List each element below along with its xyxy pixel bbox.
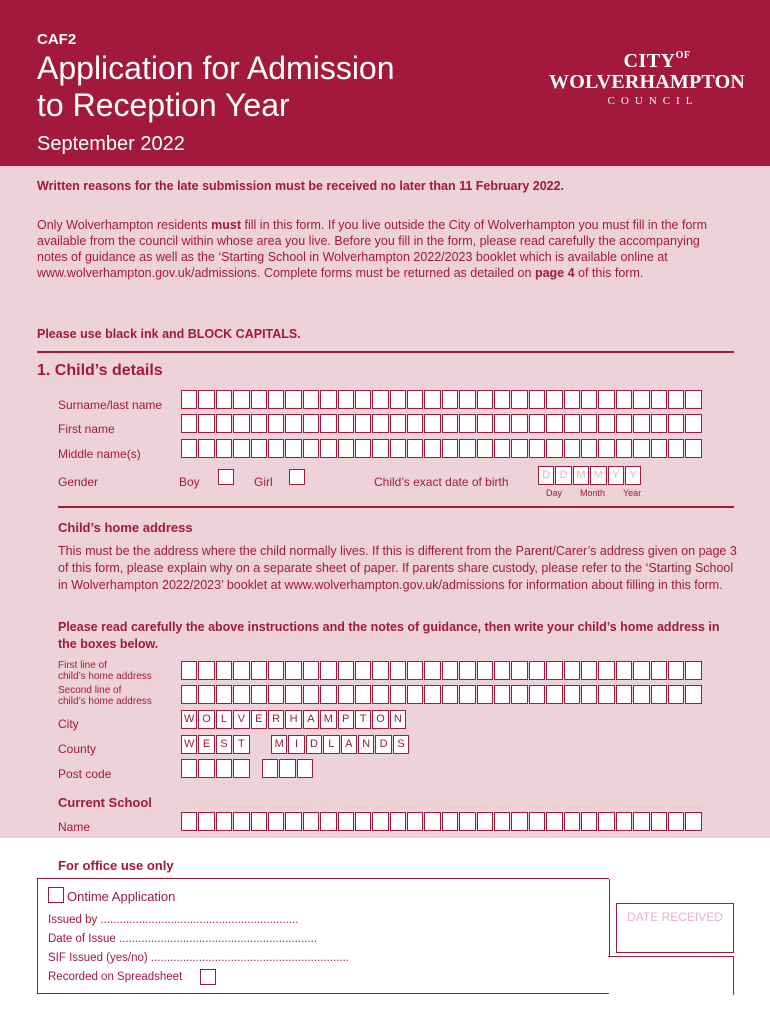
char-box[interactable] xyxy=(320,661,336,680)
char-box[interactable] xyxy=(233,812,249,831)
char-box[interactable] xyxy=(233,685,249,704)
postcode-field-2[interactable] xyxy=(262,759,313,778)
char-box[interactable] xyxy=(320,414,336,433)
char-box[interactable]: D xyxy=(555,466,571,485)
char-box[interactable] xyxy=(581,685,597,704)
middle-name-label: Middle name(s) xyxy=(58,447,141,461)
address-heading: Child’s home address xyxy=(58,520,193,535)
char-box[interactable] xyxy=(651,661,667,680)
address-line2-label-a: Second line of xyxy=(58,685,122,696)
late-notice: Written reasons for the late submission must be received no later than 11 February 2022. xyxy=(37,179,565,193)
surname-field[interactable] xyxy=(181,390,702,409)
char-box[interactable]: M xyxy=(320,710,336,729)
char-box[interactable] xyxy=(198,439,214,458)
char-box[interactable]: H xyxy=(285,710,301,729)
char-box[interactable] xyxy=(546,812,562,831)
char-box[interactable] xyxy=(511,685,527,704)
char-box[interactable] xyxy=(372,439,388,458)
char-box[interactable] xyxy=(355,812,371,831)
char-box[interactable]: P xyxy=(338,710,354,729)
intro-text-end: of this form. xyxy=(578,266,644,280)
day-label: Day xyxy=(546,488,563,498)
logo-of-word: OF xyxy=(675,50,691,61)
char-box[interactable] xyxy=(685,439,701,458)
char-box[interactable] xyxy=(651,390,667,409)
address-divider xyxy=(58,506,734,508)
char-box[interactable] xyxy=(529,812,545,831)
char-box[interactable]: E xyxy=(198,735,214,754)
char-box[interactable] xyxy=(598,812,614,831)
char-box[interactable] xyxy=(581,661,597,680)
char-box[interactable]: V xyxy=(233,710,249,729)
char-box[interactable] xyxy=(407,685,423,704)
date-of-issue-line: Date of Issue .............................................................. xyxy=(48,933,318,945)
char-box[interactable] xyxy=(355,414,371,433)
girl-label: Girl xyxy=(254,475,273,489)
current-school-heading: Current School xyxy=(58,795,152,810)
char-box[interactable] xyxy=(268,812,284,831)
char-box[interactable] xyxy=(511,812,527,831)
char-box[interactable] xyxy=(529,414,545,433)
char-box[interactable]: M xyxy=(271,735,287,754)
char-box[interactable] xyxy=(598,685,614,704)
char-box[interactable] xyxy=(355,661,371,680)
char-box[interactable] xyxy=(494,439,510,458)
char-box[interactable] xyxy=(303,390,319,409)
char-box[interactable] xyxy=(651,685,667,704)
char-box[interactable] xyxy=(598,661,614,680)
char-box[interactable] xyxy=(598,390,614,409)
char-box[interactable] xyxy=(459,439,475,458)
char-box[interactable] xyxy=(494,685,510,704)
char-box[interactable] xyxy=(598,414,614,433)
title-line-2: to Reception Year xyxy=(37,87,290,123)
char-box[interactable] xyxy=(511,390,527,409)
char-box[interactable] xyxy=(407,661,423,680)
char-box[interactable] xyxy=(320,812,336,831)
char-box[interactable] xyxy=(251,812,267,831)
recorded-checkbox[interactable] xyxy=(200,969,216,985)
logo-name: WOLVERHAMPTON xyxy=(549,71,745,93)
char-box[interactable] xyxy=(442,661,458,680)
char-box[interactable]: O xyxy=(372,710,388,729)
char-box[interactable] xyxy=(529,661,545,680)
char-box[interactable] xyxy=(564,414,580,433)
char-box[interactable] xyxy=(685,661,701,680)
char-box[interactable] xyxy=(494,661,510,680)
address-line1-label-a: First line of xyxy=(58,660,107,671)
char-box[interactable] xyxy=(233,414,249,433)
char-box[interactable] xyxy=(285,439,301,458)
char-box[interactable] xyxy=(320,685,336,704)
char-box[interactable] xyxy=(338,812,354,831)
char-box[interactable] xyxy=(616,661,632,680)
char-box[interactable] xyxy=(216,685,232,704)
logo-city xyxy=(547,50,747,73)
char-box[interactable]: L xyxy=(216,710,232,729)
char-box[interactable] xyxy=(581,439,597,458)
char-box[interactable] xyxy=(372,685,388,704)
char-box[interactable] xyxy=(285,685,301,704)
char-box[interactable] xyxy=(390,685,406,704)
char-box[interactable] xyxy=(685,414,701,433)
char-box[interactable] xyxy=(338,685,354,704)
char-box[interactable] xyxy=(390,812,406,831)
char-box[interactable] xyxy=(198,661,214,680)
char-box[interactable]: R xyxy=(268,710,284,729)
char-box[interactable] xyxy=(216,414,232,433)
char-box[interactable] xyxy=(459,812,475,831)
char-box[interactable] xyxy=(216,759,232,778)
char-box[interactable] xyxy=(338,390,354,409)
char-box[interactable] xyxy=(320,390,336,409)
address-line2-label-b: child’s home address xyxy=(58,696,152,707)
first-name-label: First name xyxy=(58,422,115,436)
char-box[interactable] xyxy=(390,661,406,680)
address-line1-label-b: child’s home address xyxy=(58,671,152,682)
county-field-1[interactable] xyxy=(181,735,250,754)
char-box[interactable] xyxy=(251,439,267,458)
dob-label: Child’s exact date of birth xyxy=(374,475,509,489)
char-box[interactable] xyxy=(459,661,475,680)
char-box[interactable] xyxy=(633,661,649,680)
char-box[interactable] xyxy=(355,685,371,704)
char-box[interactable] xyxy=(668,439,684,458)
char-box[interactable] xyxy=(303,414,319,433)
char-box[interactable] xyxy=(633,439,649,458)
char-box[interactable]: M xyxy=(573,466,589,485)
char-box[interactable]: N xyxy=(358,735,374,754)
char-box[interactable]: D xyxy=(306,735,322,754)
char-box[interactable] xyxy=(442,812,458,831)
city-field[interactable] xyxy=(181,710,406,729)
char-box[interactable] xyxy=(668,390,684,409)
char-box[interactable] xyxy=(685,390,701,409)
char-box[interactable] xyxy=(459,390,475,409)
char-box[interactable] xyxy=(494,390,510,409)
ontime-checkbox[interactable] xyxy=(48,887,64,903)
dob-field[interactable] xyxy=(538,466,641,485)
char-box[interactable] xyxy=(477,685,493,704)
char-box[interactable] xyxy=(442,414,458,433)
char-box[interactable] xyxy=(477,812,493,831)
char-box[interactable]: Y xyxy=(608,466,624,485)
char-box[interactable] xyxy=(181,812,197,831)
char-box[interactable] xyxy=(529,439,545,458)
char-box[interactable] xyxy=(477,661,493,680)
section-divider xyxy=(37,351,734,353)
char-box[interactable] xyxy=(303,685,319,704)
char-box[interactable] xyxy=(633,414,649,433)
char-box[interactable] xyxy=(494,414,510,433)
char-box[interactable]: E xyxy=(251,710,267,729)
char-box[interactable] xyxy=(633,390,649,409)
char-box[interactable]: L xyxy=(323,735,339,754)
boy-label: Boy xyxy=(179,475,200,489)
char-box[interactable] xyxy=(494,812,510,831)
form-code: CAF2 xyxy=(37,31,77,48)
postcode-label: Post code xyxy=(58,767,112,781)
page-subtitle: September 2022 xyxy=(37,133,185,155)
char-box[interactable]: S xyxy=(216,735,232,754)
middle-name-field[interactable] xyxy=(181,439,702,458)
char-box[interactable] xyxy=(477,414,493,433)
header-banner xyxy=(0,0,770,166)
char-box[interactable] xyxy=(616,812,632,831)
char-box[interactable] xyxy=(564,390,580,409)
char-box[interactable] xyxy=(268,414,284,433)
school-name-field[interactable] xyxy=(181,812,702,831)
char-box[interactable] xyxy=(372,390,388,409)
gender-label: Gender xyxy=(58,475,99,489)
char-box[interactable] xyxy=(424,414,440,433)
char-box[interactable] xyxy=(181,390,197,409)
office-use-heading: For office use only xyxy=(58,858,174,873)
char-box[interactable]: D xyxy=(375,735,391,754)
first-name-field[interactable] xyxy=(181,414,702,433)
char-box[interactable] xyxy=(233,661,249,680)
char-box[interactable] xyxy=(424,661,440,680)
char-box[interactable] xyxy=(668,812,684,831)
char-box[interactable] xyxy=(407,439,423,458)
char-box[interactable] xyxy=(233,390,249,409)
char-box[interactable] xyxy=(338,439,354,458)
date-received-stamp-box: DATE RECEIVED xyxy=(616,903,734,953)
intro-text-2: fill in this form. If you live outside the City of Wolverhampton you must fill in the form available from the council within whose area you live. Before you fill in the form, please read carefully the accompanying notes of guidance as well as the ‘Starting School in Wolverhampton 2022/2023 booklet which is available online at www.wolverhampton.gov.uk/admissions. Complete forms must be returned as detailed on xyxy=(37,218,707,280)
char-box[interactable] xyxy=(268,685,284,704)
char-box[interactable] xyxy=(424,439,440,458)
char-box[interactable]: N xyxy=(390,710,406,729)
char-box[interactable]: Y xyxy=(625,466,641,485)
year-label: Year xyxy=(623,488,642,498)
char-box[interactable] xyxy=(355,439,371,458)
char-box[interactable] xyxy=(279,759,295,778)
address-paragraph: This must be the address where the child normally lives. If this is different from the Parent/Carer’s address given on page 3 of this form, please explain why on a separate sheet of paper. If parents share custody, please refer to the ‘Starting School in Wolverhampton 2022/2023’ booklet at www.wolverhampton.gov.uk/admissions for information about filling in this form. xyxy=(58,544,737,592)
char-box[interactable] xyxy=(477,439,493,458)
address-line1-label xyxy=(58,660,152,682)
council-logo xyxy=(547,50,747,107)
char-box[interactable]: T xyxy=(355,710,371,729)
char-box[interactable] xyxy=(511,661,527,680)
char-box[interactable] xyxy=(285,414,301,433)
address-line2-field[interactable] xyxy=(181,685,702,704)
char-box[interactable] xyxy=(251,685,267,704)
char-box[interactable]: W xyxy=(181,710,197,729)
char-box[interactable] xyxy=(372,812,388,831)
char-box[interactable] xyxy=(181,439,197,458)
char-box[interactable] xyxy=(216,390,232,409)
char-box[interactable] xyxy=(338,414,354,433)
char-box[interactable] xyxy=(268,439,284,458)
page-title xyxy=(37,50,395,124)
char-box[interactable] xyxy=(668,685,684,704)
char-box[interactable] xyxy=(651,812,667,831)
char-box[interactable]: D xyxy=(538,466,554,485)
intro-page-ref: page 4 xyxy=(534,266,575,280)
char-box[interactable] xyxy=(268,661,284,680)
char-box[interactable] xyxy=(407,812,423,831)
boy-checkbox[interactable] xyxy=(218,469,234,485)
char-box[interactable] xyxy=(390,439,406,458)
char-box[interactable] xyxy=(216,661,232,680)
char-box[interactable] xyxy=(198,685,214,704)
char-box[interactable] xyxy=(372,414,388,433)
char-box[interactable] xyxy=(668,414,684,433)
char-box[interactable] xyxy=(564,812,580,831)
char-box[interactable] xyxy=(581,390,597,409)
char-box[interactable] xyxy=(424,685,440,704)
char-box[interactable]: M xyxy=(590,466,606,485)
ink-notice: Please use black ink and BLOCK CAPITALS. xyxy=(37,327,301,341)
char-box[interactable]: A xyxy=(303,710,319,729)
char-box[interactable] xyxy=(424,812,440,831)
char-box[interactable] xyxy=(651,439,667,458)
office-box-edge xyxy=(608,956,734,957)
office-box-edge xyxy=(733,956,734,995)
char-box[interactable] xyxy=(285,661,301,680)
char-box[interactable] xyxy=(372,661,388,680)
office-box-edge xyxy=(609,879,610,957)
char-box[interactable] xyxy=(442,390,458,409)
surname-label: Surname/last name xyxy=(58,398,163,412)
char-box[interactable]: T xyxy=(233,735,249,754)
char-box[interactable] xyxy=(320,439,336,458)
char-box[interactable] xyxy=(546,414,562,433)
char-box[interactable] xyxy=(546,390,562,409)
char-box[interactable] xyxy=(477,390,493,409)
char-box[interactable] xyxy=(581,414,597,433)
sif-issued-line: SIF Issued (yes/no) .............................................................. xyxy=(48,952,349,964)
char-box[interactable] xyxy=(181,759,197,778)
city-label: City xyxy=(58,717,79,731)
char-box[interactable] xyxy=(407,390,423,409)
girl-checkbox[interactable] xyxy=(289,469,305,485)
char-box[interactable]: I xyxy=(288,735,304,754)
section-heading-child-details: 1. Child’s details xyxy=(37,362,163,379)
char-box[interactable] xyxy=(651,414,667,433)
recorded-label: Recorded on Spreadsheet xyxy=(48,971,183,983)
char-box[interactable] xyxy=(459,685,475,704)
logo-city-word: CITY xyxy=(623,50,676,72)
char-box[interactable] xyxy=(442,685,458,704)
address-instruction: Please read carefully the above instructions and the notes of guidance, then write your child’s home address in the boxes below. xyxy=(58,620,720,651)
logo-council: COUNCIL xyxy=(607,95,699,107)
char-box[interactable] xyxy=(181,661,197,680)
char-box[interactable] xyxy=(529,390,545,409)
char-box[interactable] xyxy=(390,414,406,433)
char-box[interactable] xyxy=(598,439,614,458)
char-box[interactable]: W xyxy=(181,735,197,754)
char-box[interactable] xyxy=(546,661,562,680)
char-box[interactable] xyxy=(616,439,632,458)
char-box[interactable] xyxy=(529,685,545,704)
char-box[interactable]: S xyxy=(393,735,409,754)
char-box[interactable]: O xyxy=(198,710,214,729)
char-box[interactable] xyxy=(233,439,249,458)
char-box[interactable] xyxy=(198,414,214,433)
char-box[interactable] xyxy=(262,759,278,778)
char-box[interactable] xyxy=(285,390,301,409)
intro-paragraph xyxy=(37,217,727,281)
char-box[interactable] xyxy=(251,414,267,433)
school-name-label: Name xyxy=(58,820,91,834)
char-box[interactable] xyxy=(685,812,701,831)
char-box[interactable] xyxy=(546,685,562,704)
char-box[interactable] xyxy=(616,685,632,704)
county-field-2[interactable] xyxy=(271,735,409,754)
char-box[interactable] xyxy=(459,414,475,433)
char-box[interactable] xyxy=(338,661,354,680)
char-box[interactable] xyxy=(216,439,232,458)
char-box[interactable] xyxy=(181,685,197,704)
char-box[interactable] xyxy=(297,759,313,778)
char-box[interactable] xyxy=(633,812,649,831)
char-box[interactable] xyxy=(407,414,423,433)
intro-must: must xyxy=(211,218,242,232)
char-box[interactable] xyxy=(198,390,214,409)
issued-by-line: Issued by .............................................................. xyxy=(48,914,299,926)
month-label: Month xyxy=(580,488,606,498)
char-box[interactable] xyxy=(181,414,197,433)
char-box[interactable] xyxy=(424,390,440,409)
char-box[interactable] xyxy=(564,685,580,704)
char-box[interactable] xyxy=(616,390,632,409)
char-box[interactable]: A xyxy=(341,735,357,754)
char-box[interactable] xyxy=(251,661,267,680)
char-box[interactable] xyxy=(198,812,214,831)
char-box[interactable] xyxy=(303,661,319,680)
postcode-field-1[interactable] xyxy=(181,759,250,778)
intro-text-1: Only Wolverhampton residents xyxy=(37,218,208,232)
char-box[interactable] xyxy=(668,661,684,680)
char-box[interactable] xyxy=(633,685,649,704)
char-box[interactable] xyxy=(390,390,406,409)
char-box[interactable] xyxy=(581,812,597,831)
char-box[interactable] xyxy=(198,759,214,778)
char-box[interactable] xyxy=(251,390,267,409)
char-box[interactable] xyxy=(616,414,632,433)
address-line1-field[interactable] xyxy=(181,661,702,680)
char-box[interactable] xyxy=(216,812,232,831)
county-label: County xyxy=(58,742,97,756)
title-line-1: Application for Admission xyxy=(37,50,395,86)
ontime-label: Ontime Application xyxy=(67,889,176,904)
char-box[interactable] xyxy=(442,439,458,458)
char-box[interactable] xyxy=(685,685,701,704)
char-box[interactable] xyxy=(355,390,371,409)
char-box[interactable] xyxy=(564,439,580,458)
address-line2-label xyxy=(58,685,152,707)
char-box[interactable] xyxy=(303,812,319,831)
char-box[interactable] xyxy=(546,439,562,458)
char-box[interactable] xyxy=(511,414,527,433)
char-box[interactable] xyxy=(268,390,284,409)
char-box[interactable] xyxy=(303,439,319,458)
char-box[interactable] xyxy=(233,759,249,778)
char-box[interactable] xyxy=(285,812,301,831)
char-box[interactable] xyxy=(511,439,527,458)
char-box[interactable] xyxy=(564,661,580,680)
